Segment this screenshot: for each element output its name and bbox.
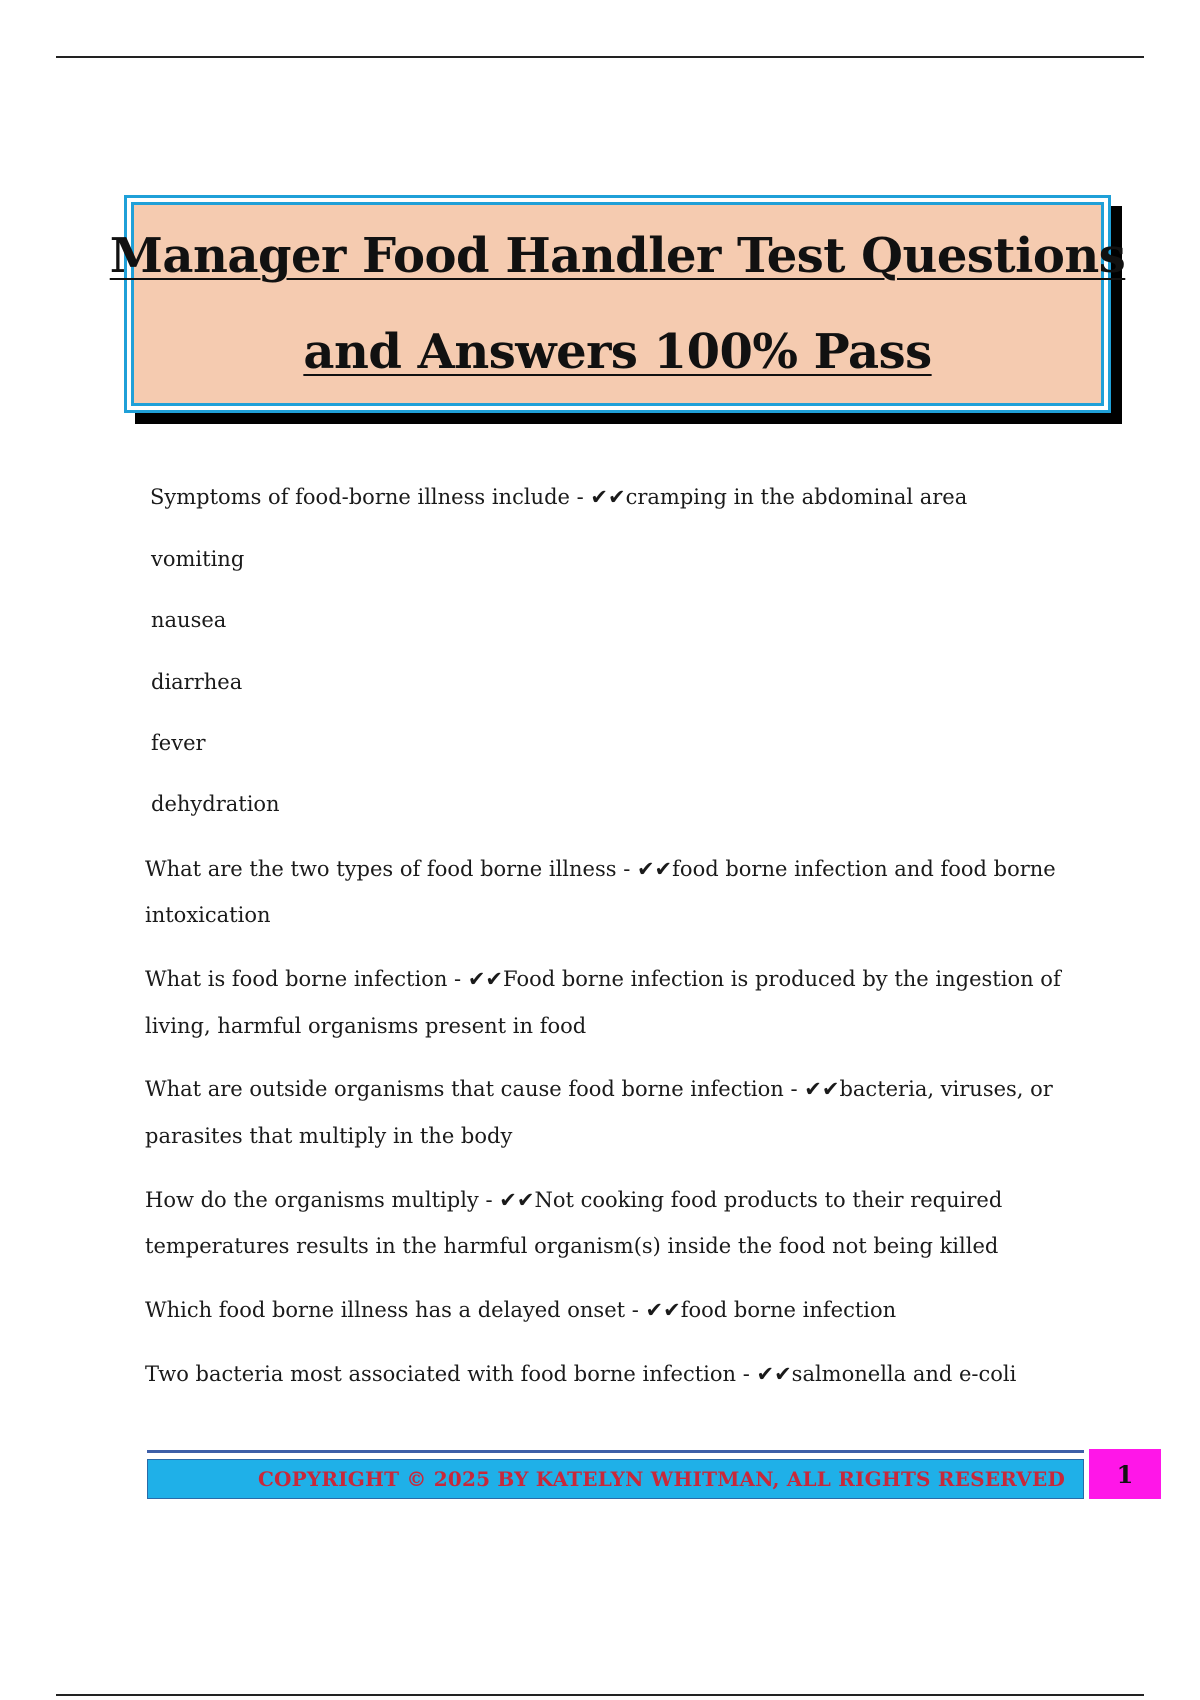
check-separator: - ✔✔ (447, 967, 504, 991)
answer: Food borne infection is produced by the ingestion of (503, 967, 1061, 991)
answer-line: vomiting (151, 547, 245, 571)
answer: Not cooking food products to their required (534, 1188, 1003, 1212)
qa-line (150, 484, 967, 510)
qa-line (145, 1361, 1016, 1387)
answer-line: diarrhea (151, 670, 243, 694)
answer-line: living, harmful organisms present in food (145, 1014, 587, 1038)
check-separator: - ✔✔ (569, 485, 626, 509)
qa-line (145, 1076, 1053, 1102)
bottom-rule (56, 1694, 1144, 1696)
answer-line: temperatures results in the harmful organism(s) inside the food not being killed (145, 1234, 999, 1258)
answer: food borne infection (680, 1298, 897, 1322)
answer: salmonella and e-coli (791, 1362, 1017, 1386)
page-title-line-1: Manager Food Handler Test Questions (109, 228, 1126, 284)
qa-line (145, 1297, 896, 1323)
check-separator: - ✔✔ (783, 1077, 840, 1101)
question: Symptoms of food-borne illness include (150, 485, 570, 509)
qa-line (145, 856, 1056, 882)
answer-line: parasites that multiply in the body (145, 1124, 513, 1148)
footer-bar (147, 1459, 1084, 1499)
qa-line (145, 1187, 1002, 1213)
answer: cramping in the abdominal area (625, 485, 968, 509)
question: What are the two types of food borne illness (145, 857, 617, 881)
footer-rule (147, 1450, 1084, 1453)
top-rule (56, 56, 1144, 58)
question: Two bacteria most associated with food borne infection (145, 1362, 737, 1386)
copyright-text: COPYRIGHT © 2025 BY KATELYN WHITMAN, ALL RIGHTS RESERVED (257, 1467, 1065, 1491)
answer-line: nausea (151, 608, 227, 632)
question: What are outside organisms that cause food borne infection (145, 1077, 784, 1101)
check-separator: - ✔✔ (478, 1188, 535, 1212)
check-separator: - ✔✔ (625, 1298, 681, 1322)
page-title-line-2: and Answers 100% Pass (303, 324, 932, 380)
answer: food borne infection and food borne (672, 857, 1056, 881)
answer: bacteria, viruses, or (839, 1077, 1053, 1101)
answer-line: intoxication (145, 903, 271, 927)
check-separator: - ✔✔ (736, 1362, 792, 1386)
page-number: 1 (1089, 1449, 1161, 1499)
title-box (109, 195, 1126, 413)
answer-line: fever (151, 731, 206, 755)
question: What is food borne infection (145, 967, 448, 991)
answer-line: dehydration (151, 792, 280, 816)
check-separator: - ✔✔ (616, 857, 673, 881)
question: Which food borne illness has a delayed onset (145, 1298, 626, 1322)
title-inner (109, 202, 1126, 406)
qa-line (145, 966, 1061, 992)
question: How do the organisms multiply (145, 1188, 479, 1212)
